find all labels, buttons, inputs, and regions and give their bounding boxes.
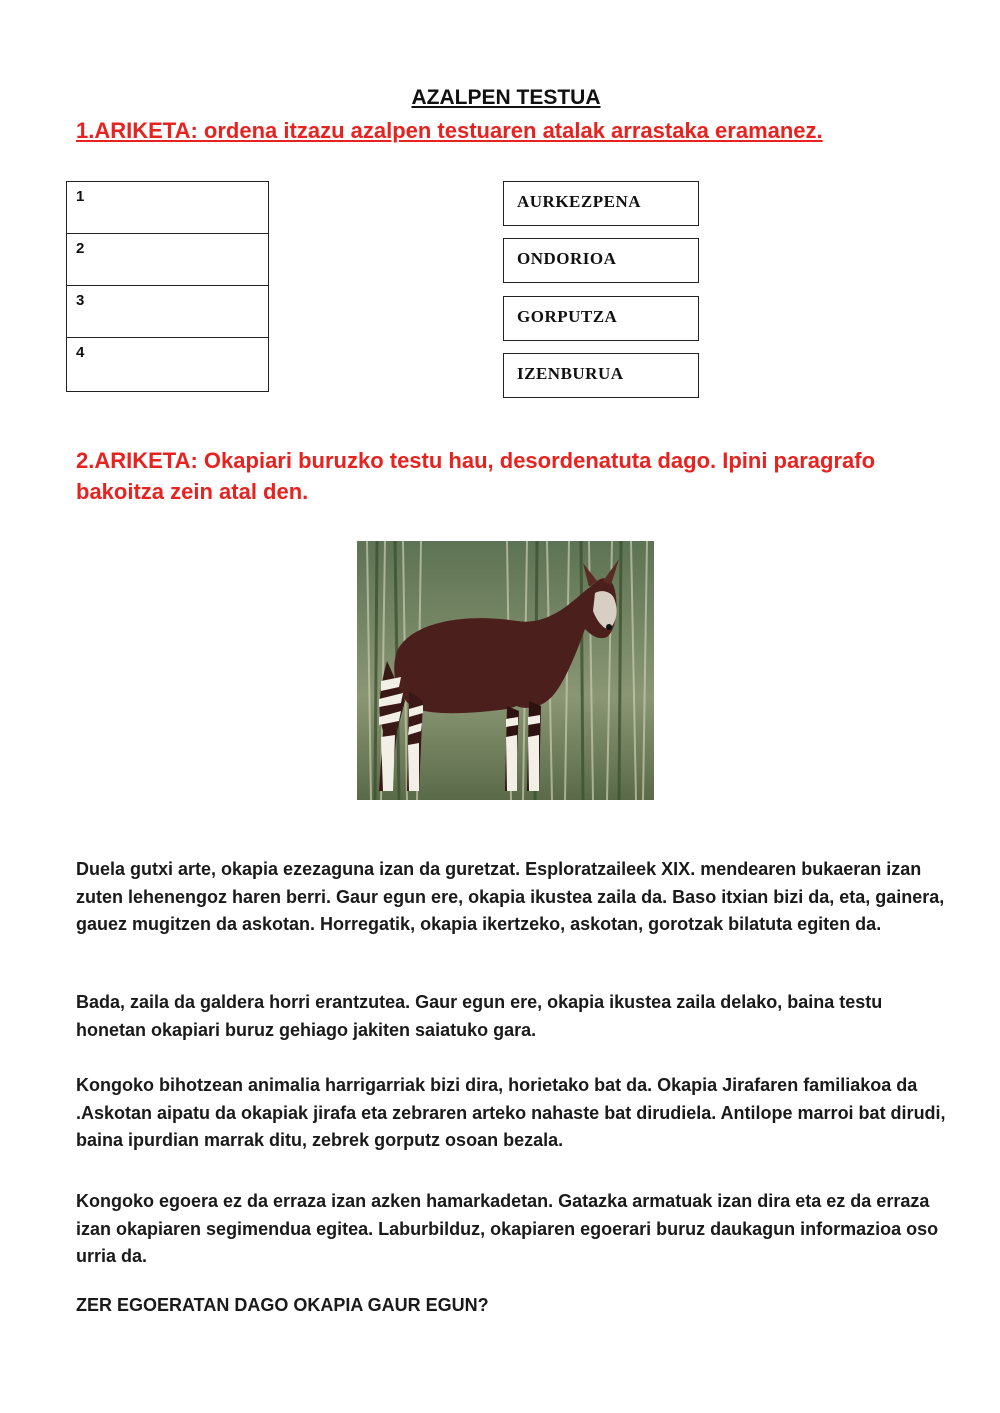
drag-option-izenburua[interactable]: IZENBURUA [503,353,699,398]
drag-option-aurkezpena[interactable]: AURKEZPENA [503,181,699,226]
paragraph-3: Kongoko bihotzean animalia harrigarriak bizi dira, horietako bat da. Okapia Jirafaren familiakoa da .Askotan aipatu da okapiak jirafa eta zebraren arteko nahaste bat dirudiela. Antilope marroi bat dirudi, baina ipurdian marrak ditu, zebrek gorputz osoan bezala. [76,1075,946,1150]
exercise2-heading: 2.ARIKETA: Okapiari buruzko testu hau, desordenatuta dago. Ipini paragrafo bakoitza zein atal den. [76,448,876,504]
okapi-photo [357,541,654,800]
closing-question: ZER EGOERATAN DAGO OKAPIA GAUR EGUN? [76,1295,489,1315]
paragraph-4: Kongoko egoera ez da erraza izan azken hamarkadetan. Gatazka armatuak izan dira eta ez da erraza izan okapiaren segimendua egitea. Laburbilduz, okapiaren egoerari buruz daukagun informazioa oso urria da. [76,1191,939,1266]
drop-slot-3[interactable]: 3 [67,286,268,338]
drop-slot-2[interactable]: 2 [67,234,268,286]
drop-slot-1[interactable]: 1 [67,182,268,234]
exercise1-heading: 1.ARIKETA: ordena itzazu azalpen testuaren atalak arrastaka eramanez. [76,118,823,143]
paragraph-1: Duela gutxi arte, okapia ezezaguna izan da guretzat. Esploratzaileek XIX. mendearen bukaeran izan zuten lehenengoz haren berri. Gaur egun ere, okapia ikustea zaila da. Baso itxian bizi da, eta, gainera, gauez mugitzen da askotan. Horregatik, okapia ikertzeko, askotan, gorotzak bilatuta egiten da. [76,859,945,934]
order-drop-table [66,181,269,392]
paragraph-2: Bada, zaila da galdera horri erantzutea. Gaur egun ere, okapia ikustea zaila delako, baina testu honetan okapiari buruz gehiago jakiten saiatuko gara. [76,992,883,1040]
drop-slot-4[interactable]: 4 [76,344,85,361]
drag-option-ondorioa[interactable]: ONDORIOA [503,238,699,283]
page-title: AZALPEN TESTUA [411,86,601,109]
drag-option-gorputza[interactable]: GORPUTZA [503,296,699,341]
